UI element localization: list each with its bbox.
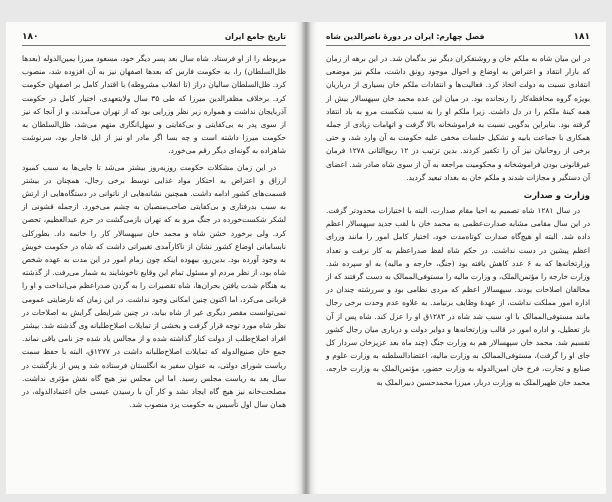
right-paragraph-1: در این میان شاه به ملکم خان و روشنفکران دیگر نیز بدگمان شد. در این برهه از زمان که بازار انتقاد و اعتراض به اوضاع و احوال موجود رونق داشت، ملکم نیز موضعی انتقادی نسبت به دولت اتخاذ کرد. فعالیت‌ها و انتقادات ملکم خان بسیاری از درباریان بویژه گروه محافظه‌کار را رنجانده بود. در میان این عده محمد خان سپهسالار بیش از همه کینهٔ ملکم را در دل داشت. زیرا ملکم او را به سبب شکست مرو به باد انتقاد گرفته بود. بنابراین بدگویی نسبت به فراموشخانه بالا گرفت و اتهامات زیادی از جمله همکاری با جماعت بابیه و تشکیل جلسات مخفی علیه حکومت به آن وارد شد، و حتی برخی از روحانیان نیز آن را تکفیر کردند. بدین ترتیب در ۱۲ ربیع‌الثانی ۱۲۷۸ فرمان غیرقانونی بودن فراموشخانه و محکومیت مراجعه به آن از سوی شاه صادر شد. اعضای آن دستگیر و مجازات شدند و ملکم خان به بغداد تبعید گردید. xyxy=(326,54,590,182)
right-page xyxy=(310,22,606,494)
left-page xyxy=(6,22,302,494)
right-running-title: فصل چهارم: ایران در دورهٔ ناصرالدین شاه xyxy=(326,32,485,41)
left-running-title: تاریخ جامع ایران xyxy=(224,32,286,41)
right-page-header xyxy=(326,32,590,46)
left-page-header xyxy=(22,32,286,46)
left-page-number: ۱۸۰ xyxy=(22,32,39,42)
right-section-paragraph-1: در سال ۱۲۸۱ شاه تصمیم به احیا مقام صدارت، البته با اختیارات محدودتر گرفت. در این سال مقامی مشابه صدارت‌عظمی به محمد خان با لقب جدید سپهسالار اعظم داده شد. البته او هیچ‌گاه صدارت کوتاه‌مدت خود، اختیار کامل امور را مانند وزرای اعظم پیشین در دست نداشت. در حکم شاه لفظ صدراعظم به کار نرفت و تعداد وزارتخانه‌ها که به ۶ عدد کاهش یافته بود (جنگ، خارجه و مالیه) به او سپرده شد. وزارت خارجه را مؤتمن‌الملک، و وزارت مالیه را مستوفی‌الممالک به دست گرفتند که از مخالفان اصلاحات بودند. سپهسالار اعظم که مردی نظامی بود و سررشته چندان در اداره امور مملکت نداشت، از عهدهٔ وظایف برنیامد. به علاوه عدم وحدت برخی رجال مانند مستوفی‌الممالک با او، سبب شد شاه در ۱۲۸۳ق او را عزل کند. شاه پس از آن باز تعطیل، و اداره امور در قالب وزارتخانه‌ها و دوایر دولت و درباری میان رجال کشور تقسیم شد. محمد خان سپهسالار هم به وزارت جنگ (چند ماه بعد عزیزخان سردار کل جای او را گرفت)، مستوفی‌الممالک به وزارت مالیه، اعتضادالسلطنه به وزارت علوم و صنایع و تجارت، فرخ خان امین‌الدوله به وزارت حضور، مؤتمن‌الملک به وزارت خارجه، محمد خان ظهیرالملک به وزارت دربار، میرزا محمدحسین دبیرالملک به xyxy=(326,206,590,387)
book-gutter xyxy=(302,22,310,494)
section-heading: وزارت و صدارت xyxy=(523,190,590,201)
left-paragraph-1: مربوطه را از او فرستاد. شاه سال بعد پسر دیگر خود، مسعود میرزا یمین‌الدوله (بعدها ظل‌السلطان) را، به حکومت فارس که بعدها اصفهان نیز به آن افزوده شد، منصوب کرد. ظل‌السلطان سالیان دراز (تا انقلاب مشروطه) با اقتدار کامل بر اصفهان حکومت کرد. برخلاف مظفرالدین میرزا که طی ۳۵ سال ولایتعهدی، اختیار کامل در حکومت آذربایجان نداشت و همواره زیر نظر وزرایی بود که از تهران می‌آمدند، و از آنجا که نیز از سوی پدر به بی‌کفایتی و بی‌کفایتی و سهل‌انگاری متهم می‌شد، ظل‌السلطان به حکومت میرزا داشته است و چه بسا اگر مادر او نیز از ایل قاجار بود، سرنوشت شاهزاده به گونه‌ای دیگر رقم می‌خورد. xyxy=(22,54,286,156)
right-page-body xyxy=(326,52,590,389)
left-page-body xyxy=(22,52,286,411)
right-page-number: ۱۸۱ xyxy=(573,32,590,42)
left-paragraph-2: در این زمان مشکلات حکومت روزبه‌روز بیشتر می‌شد تا جایی‌ها به سبب کمبود ارزاق و اعتراض به احتکار مواد غذایی توسط برخی رجال، همچنان در بیشتر قسمت‌های کشور ادامه داشت. همچنین نشانه‌هایی از ناتوانی در دستگاه‌هایی از ارتش به سبب بدرفتاری و بی‌کفایتی صاحب‌منصبان به چشم می‌خورد. ازجمله قشونی از لشکر شکست‌خورده در جنگ مرو به که تهران بازمی‌گشت در حرم عبدالعظیم، تحصن کرد. ولی برخورد خشن شاه و محمد خان سپهسالار کار را خاتمه داد. بطورکلی نابسامانی اوضاع کشور نشان از ناکارآمدی تغییراتی داشت که شاه در حکومت خویش به وجود آورده بود. بدین‌رو، بیهوده اینکه چون زمام امور در این مدت به عهده شخص شاه بود، از نظر مردم او مسئول تمام این وقایع ناخوشایند به شمار می‌رفت. از گذشته به هنگام شدت یافتن بحران‌ها، شاه تقصیرات را به گردن صدراعظم می‌انداخت و او را قربانی می‌کرد، اما اکنون چنین امکانی وجود نداشت. در این زمان که نارضایتی عمومی نمی‌توانست مقصر دیگری غیر از شاه بیابد، در چنین شرایطی گرایش به اصلاحات در نظر شاه مورد توجه قرار گرفت و بخشی از تمایلات اصلاح‌طلبانه وی گذشته شد. بیشتر افراد اصلاح‌طلب از دولت کنار گذاشته شده و از مجالس یاد شده جز نامی باقی نماند. جمع خان صنیع‌الدوله که تمایلات اصلاح‌طلبانه داشت در ۱۲۷۷ق، البته با حفظ سمت ریاست شورای دولتی، به عنوان سفیر به انگلستان فرستاده شد و پس از بازگشت در سال بعد به ریاست مجلس رسید. اما این مجلس نیز هیچ گاه نقش مؤثری نداشت. مصلحت‌خانه نیز هیچ گاه ایجاد نشد و کار آن با رسیدن عیسی خان اعتمادالدوله، در همان سال اول تأسیس به حکومت یزد منصوب شد. xyxy=(22,162,286,410)
